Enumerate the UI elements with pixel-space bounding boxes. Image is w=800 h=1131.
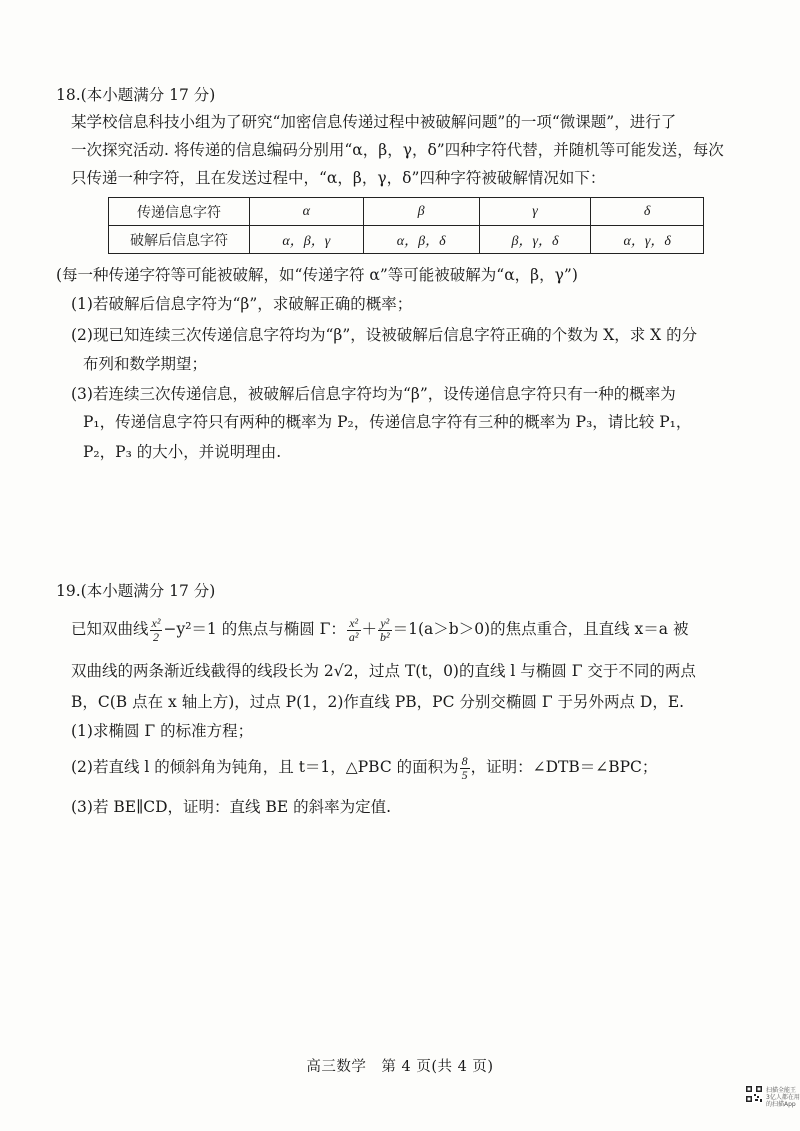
fraction-denominator: a² [348,629,359,644]
fraction [460,755,470,782]
table-cell: δ [591,198,704,226]
q19-subquestion-1: (1)求椭圆 Γ 的标准方程； [71,722,254,740]
page-footer: 高三数学 第 4 页(共 4 页) [306,1059,494,1075]
q19-text: −y²＝1 的焦点与椭圆 Γ： [163,620,346,638]
fraction-numerator: x² [347,617,361,631]
fraction-numerator: y² [378,617,392,631]
q18-heading: 18.(本小题满分 17 分) [56,86,216,104]
q18-subquestion-2-line1: (2)现已知连续三次传递信息字符均为“β”，设被破解后信息字符正确的个数为 X，求 X 的分 [71,326,698,344]
cipher-table [108,197,704,254]
fraction-denominator: 2 [152,629,159,644]
table-cell: α，β，δ [363,226,479,254]
q18-paragraph-line1: 某学校信息科技小组为了研究“加密信息传递过程中被破解问题”的一项“微课题”，进行了 [71,113,677,131]
q19-paragraph-line2: 双曲线的两条渐近线截得的线段长为 2√2，过点 T(t，0)的直线 l 与椭圆 Γ 交于不同的两点 [71,662,696,680]
q18-note: (每一种传递字符等可能被破解，如“传递字符 α”等可能被破解为“α，β，γ”) [56,266,578,284]
table-row [109,198,704,226]
q19-text: (2)若直线 l 的倾斜角为钝角，且 t＝1，△PBC 的面积为 [71,758,459,776]
q19-subquestion-3: (3)若 BE∥CD，证明：直线 BE 的斜率为定值. [71,798,392,816]
fraction-numerator: x² [151,615,161,630]
fraction [150,617,163,644]
scanner-watermark [766,1087,800,1108]
fraction-denominator: b² [380,629,390,644]
fraction [378,617,392,644]
qr-code-icon [745,1085,763,1103]
watermark-line: 3亿人都在用的扫描App [766,1094,800,1108]
q19-text: ＝1(a＞b＞0)的焦点重合，且直线 x＝a 被 [392,620,689,638]
table-cell: α [250,198,364,226]
table-cell: β，γ，δ [479,226,591,254]
table-cell: α，γ，δ [591,226,704,254]
q19-text: ＋ [361,620,378,638]
q19-text: ，证明：∠DTB＝∠BPC； [470,758,658,776]
q18-subquestion-2-line2: 布列和数学期望； [83,355,208,373]
q18-subquestion-3-line3: P₂，P₃ 的大小，并说明理由. [83,443,282,461]
table-row-header: 破解后信息字符 [109,226,250,254]
q18-paragraph-line3: 只传递一种字符，且在发送过程中，“α，β，γ，δ”四种字符被破解情况如下： [71,169,606,187]
table-cell: α，β，γ [250,226,364,254]
table-row-header: 传递信息字符 [109,198,250,226]
table-row [109,226,704,254]
table-cell: γ [479,198,591,226]
fraction-numerator: 8 [461,753,468,768]
q19-heading: 19.(本小题满分 17 分) [56,582,216,600]
q18-subquestion-3-line2: P₁，传递信息字符只有两种的概率为 P₂，传递信息字符有三种的概率为 P₃，请比较 P₁， [83,413,692,431]
fraction-denominator: 5 [461,767,468,782]
q19-paragraph-line3: B，C(B 点在 x 轴上方)，过点 P(1，2)作直线 PB，PC 分别交椭圆 Γ 于另外两点 D，E. [71,693,685,711]
q19-text: 已知双曲线 [71,620,149,638]
watermark-line: 扫描全能王 [766,1087,797,1094]
table-cell: β [363,198,479,226]
q19-paragraph-line1 [71,614,688,644]
fraction [347,617,361,644]
q18-subquestion-3-line1: (3)若连续三次传递信息，被破解后信息字符均为“β”，设传递信息字符只有一种的概率为 [71,385,676,403]
q18-subquestion-1: (1)若破解后信息字符为“β”，求破解正确的概率； [71,295,413,313]
q19-subquestion-2 [71,752,657,782]
q18-paragraph-line2: 一次探究活动. 将传递的信息编码分别用“α，β，γ，δ”四种字符代替，并随机等可能发送，每次 [71,141,724,159]
